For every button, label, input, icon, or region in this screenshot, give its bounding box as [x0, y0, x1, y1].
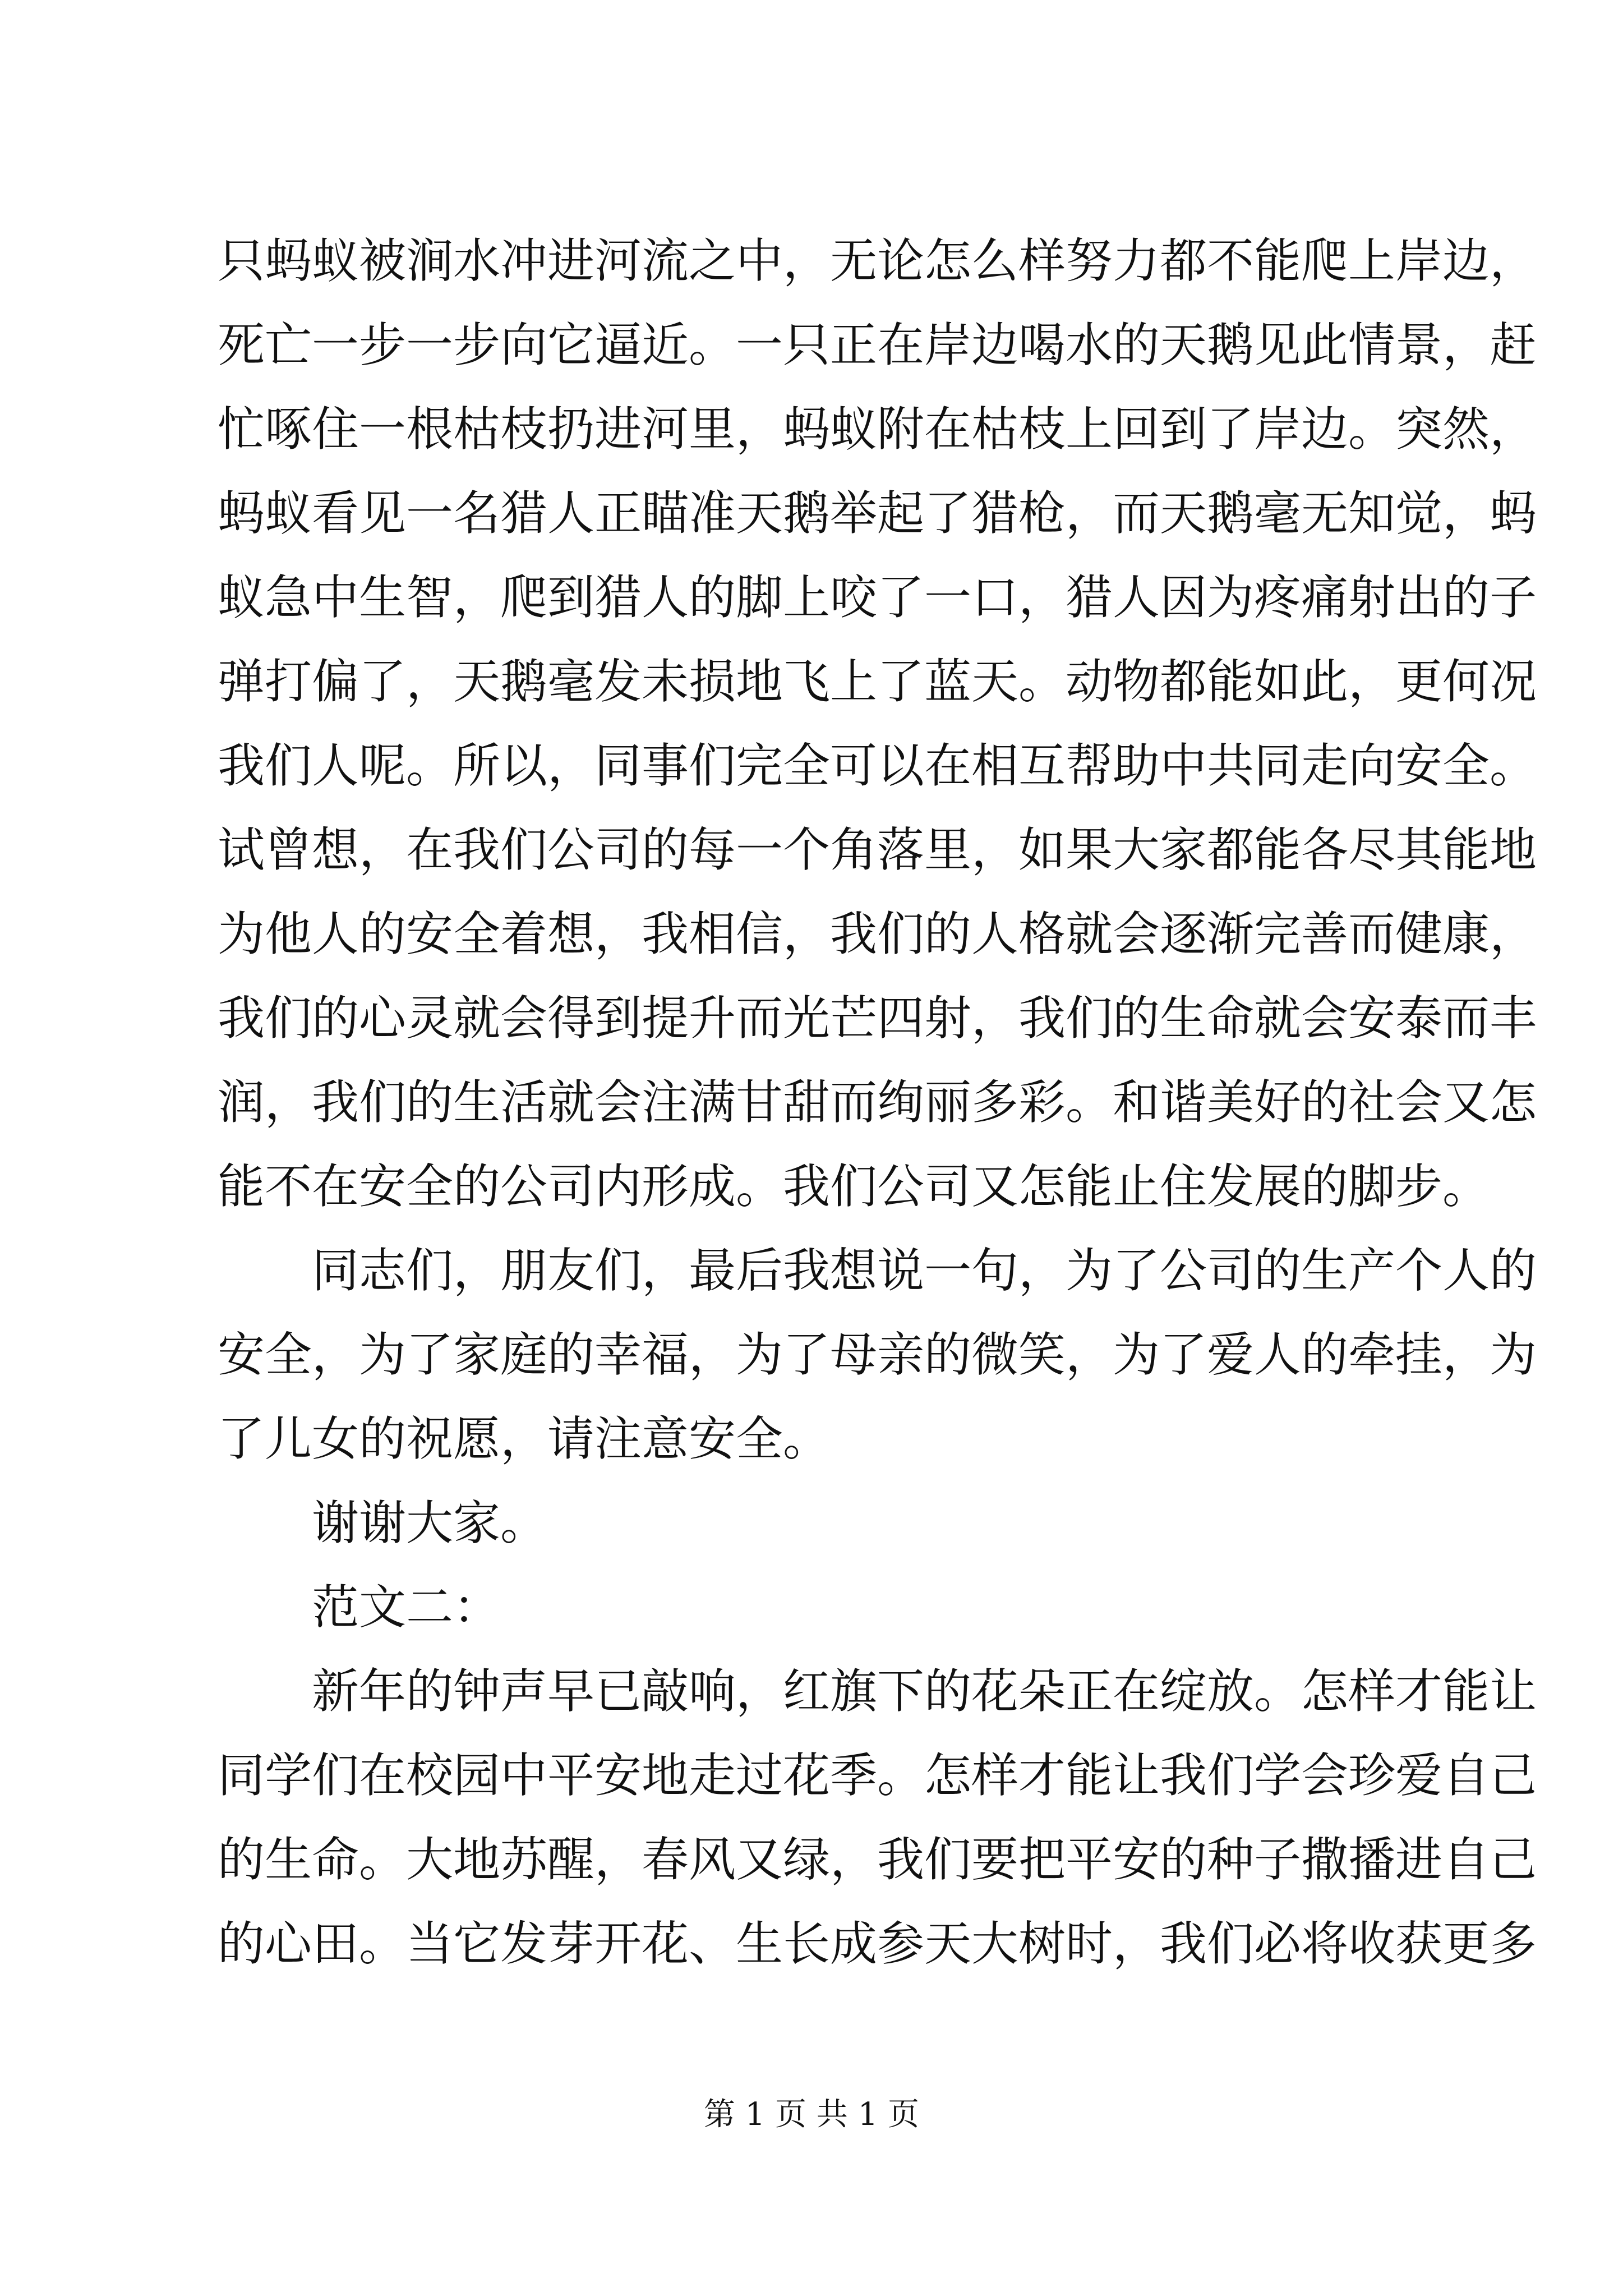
text-line: 安全，为了家庭的幸福，为了母亲的微笑，为了爱人的牵挂，为: [218, 1327, 1537, 1382]
text-line: 范文二：: [312, 1580, 501, 1635]
text-line: 同学们在校园中平安地走过花季。怎样才能让我们学会珍爱自己: [218, 1748, 1537, 1803]
text-line: 能不在安全的公司内形成。我们公司又怎能止住发展的脚步。: [218, 1159, 1490, 1214]
text-line: 弹打偏了，天鹅毫发未损地飞上了蓝天。动物都能如此，更何况: [218, 654, 1537, 709]
text-line: 死亡一步一步向它逼近。一只正在岸边喝水的天鹅见此情景，赶: [218, 318, 1537, 372]
text-line: 蚂蚁看见一名猎人正瞄准天鹅举起了猎枪，而天鹅毫无知觉，蚂: [218, 486, 1537, 541]
text-line: 我们人呢。所以，同事们完全可以在相互帮助中共同走向安全。: [218, 738, 1537, 793]
text-line: 了儿女的祝愿，请注意安全。: [218, 1411, 831, 1466]
page-footer: 第 1 页 共 1 页: [703, 2096, 920, 2133]
text-line: 蚁急中生智，爬到猎人的脚上咬了一口，猎人因为疼痛射出的子: [218, 570, 1537, 625]
text-line: 试曾想，在我们公司的每一个角落里，如果大家都能各尽其能地: [218, 822, 1537, 877]
text-line: 只蚂蚁被涧水冲进河流之中，无论怎么样努力都不能爬上岸边，: [218, 233, 1537, 288]
text-line: 同志们，朋友们，最后我想说一句，为了公司的生产个人的: [312, 1243, 1537, 1298]
text-line: 谢谢大家。: [312, 1496, 548, 1550]
text-line: 新年的钟声早已敲响，红旗下的花朵正在绽放。怎样才能让: [312, 1664, 1537, 1719]
text-line: 忙啄住一根枯枝扔进河里，蚂蚁附在枯枝上回到了岸边。突然，: [218, 402, 1537, 457]
text-line: 为他人的安全着想，我相信，我们的人格就会逐渐完善而健康，: [218, 907, 1537, 961]
text-line: 我们的心灵就会得到提升而光芒四射，我们的生命就会安泰而丰: [218, 991, 1537, 1046]
text-line: 润，我们的生活就会注满甘甜而绚丽多彩。和谐美好的社会又怎: [218, 1075, 1537, 1130]
document-body: [218, 219, 1537, 1986]
text-line: 的心田。当它发芽开花、生长成参天大树时，我们必将收获更多: [218, 1916, 1537, 1971]
text-line: 的生命。大地苏醒，春风又绿，我们要把平安的种子撒播进自己: [218, 1832, 1537, 1887]
